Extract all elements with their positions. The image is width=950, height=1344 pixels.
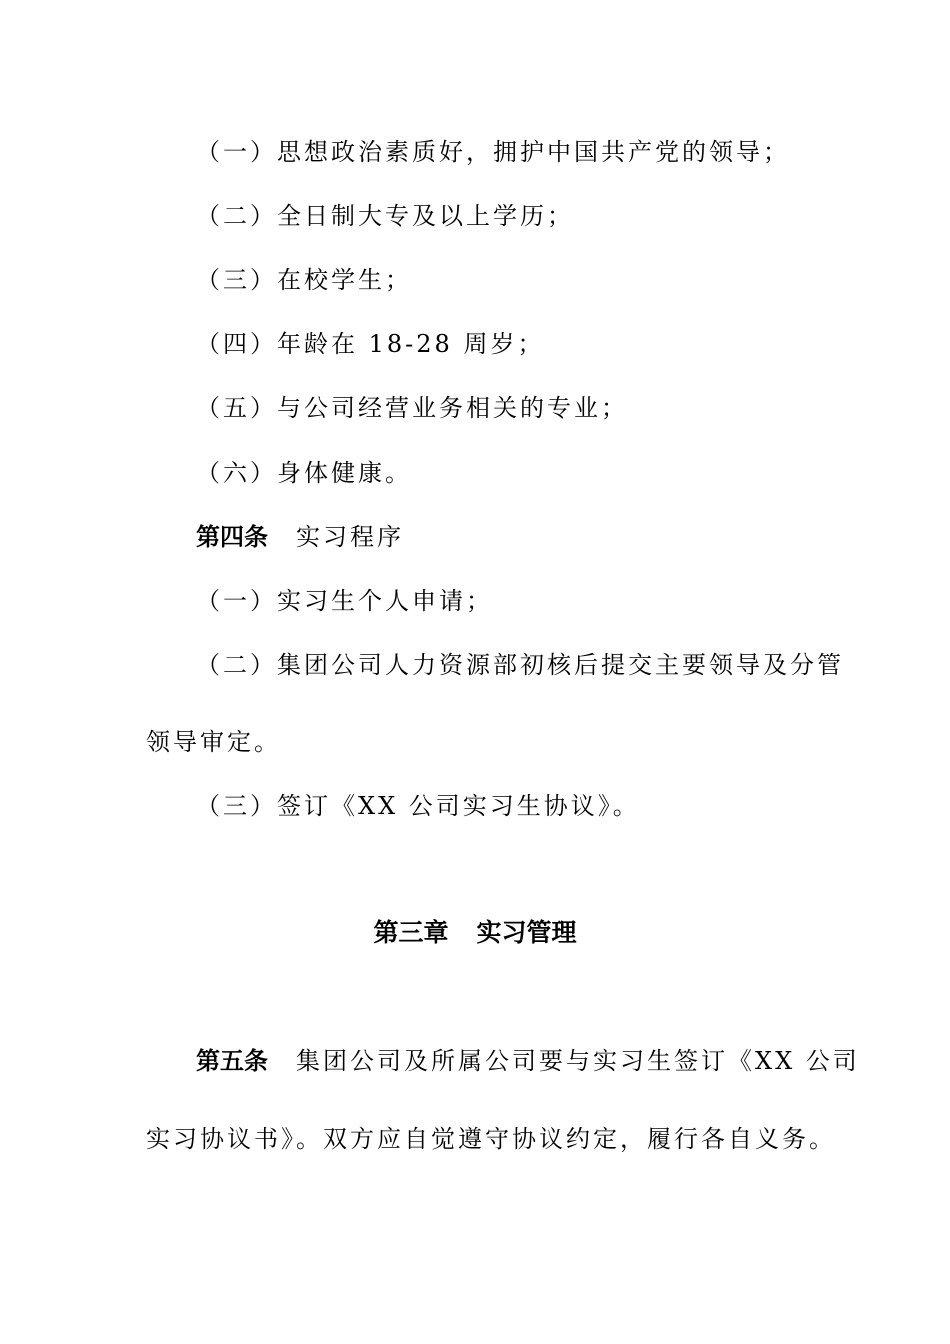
eligibility-item-2: （二）全日制大专及以上学历；: [196, 202, 574, 230]
procedure-item-2: （二）集团公司人力资源部初核后提交主要领导及分管: [196, 651, 844, 679]
procedure-item-1: （一）实习生个人申请；: [196, 587, 493, 615]
chapter-3-title: 实习管理: [476, 918, 577, 947]
article-5: [196, 1046, 860, 1076]
article-5-line-2: 实习协议书》。双方应自觉遵守协议约定，履行各自义务。: [146, 1125, 836, 1153]
eligibility-item-3: （三）在校学生；: [196, 266, 412, 294]
chapter-3-label: 第三章: [373, 918, 449, 947]
eligibility-item-6: （六）身体健康。: [196, 459, 412, 487]
chapter-3-heading: [0, 917, 950, 949]
article-5-label: 第五条: [196, 1047, 268, 1075]
article-4: [196, 522, 404, 552]
eligibility-item-4: （四）年龄在 18-28 周岁；: [196, 330, 545, 358]
procedure-item-2-continued: 领导审定。: [146, 728, 281, 756]
procedure-item-3: （三）签订《XX 公司实习生协议》。: [196, 792, 640, 820]
article-4-title: 实习程序: [296, 523, 404, 551]
eligibility-item-1: （一）思想政治素质好，拥护中国共产党的领导；: [196, 138, 790, 166]
eligibility-item-5: （五）与公司经营业务相关的专业；: [196, 394, 628, 422]
article-4-label: 第四条: [196, 523, 268, 551]
article-5-line-1: 集团公司及所属公司要与实习生签订《XX 公司: [296, 1047, 860, 1075]
